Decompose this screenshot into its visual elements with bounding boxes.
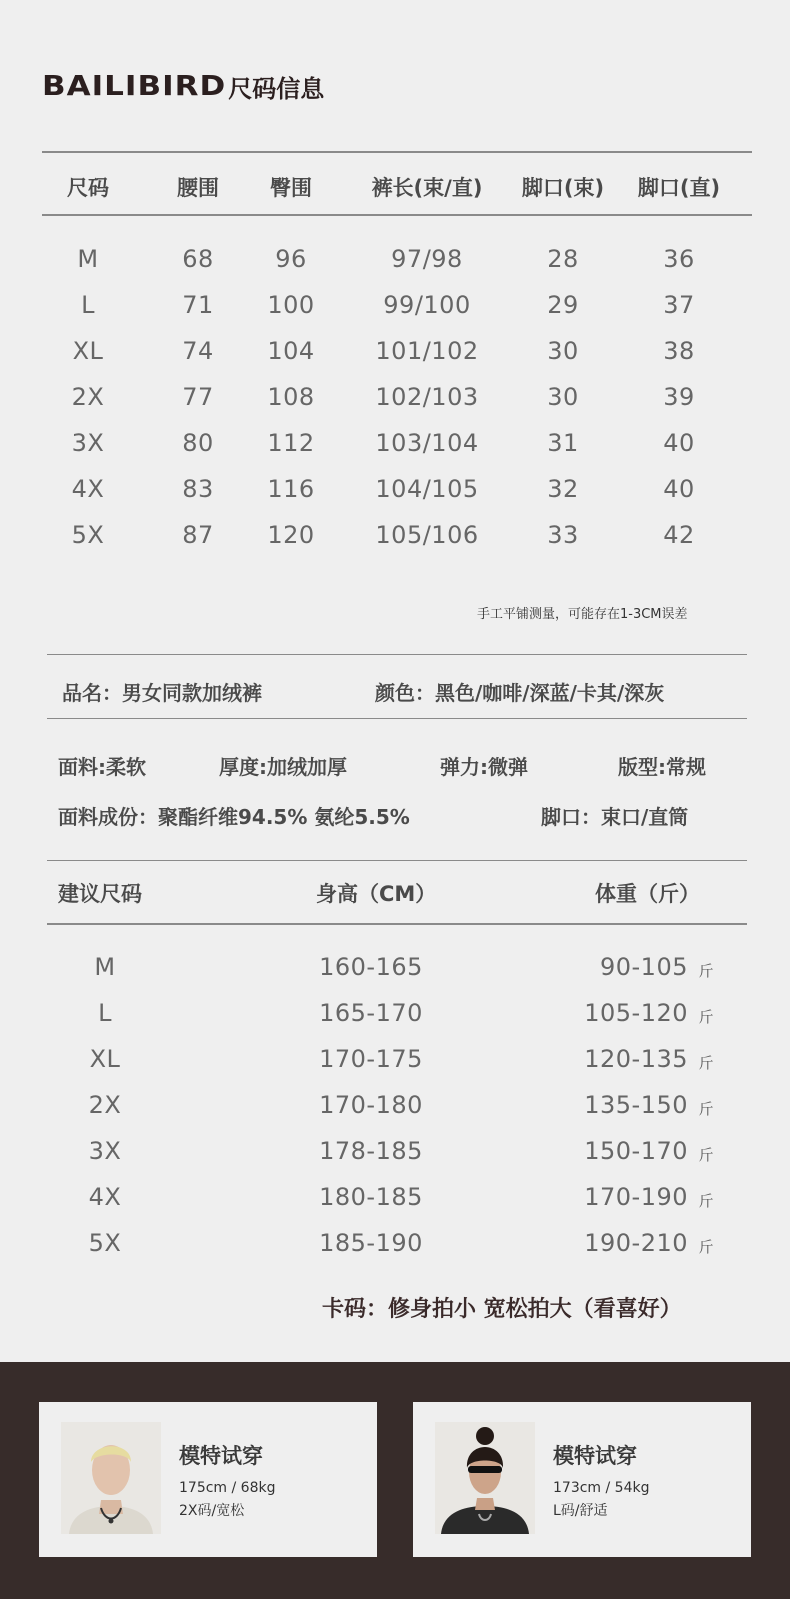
size-row [42, 521, 752, 551]
recommend-size: 5X [88, 1229, 122, 1257]
size-cell: 112 [267, 429, 315, 457]
size-cell: 101/102 [375, 337, 479, 365]
size-cell: 38 [663, 337, 695, 365]
measurement-note: 手工平铺测量，可能存在1-3CM误差 [477, 607, 688, 622]
recommend-row [0, 1045, 790, 1075]
recommend-height: 170-175 [319, 1045, 423, 1073]
recommend-size: XL [89, 1045, 121, 1073]
model-card-title: 模特试穿 [179, 1444, 263, 1468]
size-cell: 116 [267, 475, 315, 503]
size-cell: 36 [663, 245, 695, 273]
recommend-weight: 135-150 [584, 1091, 688, 1119]
size-cell: 2X [71, 383, 105, 411]
size-cell: 97/98 [391, 245, 463, 273]
cuff-type: 脚口：束口/直筒 [541, 805, 689, 829]
size-cell: 32 [547, 475, 579, 503]
divider [47, 654, 747, 655]
size-cell: 4X [71, 475, 105, 503]
model-card [413, 1402, 751, 1557]
size-cell: 83 [182, 475, 214, 503]
recommend-row [0, 953, 790, 983]
size-cell: 31 [547, 429, 579, 457]
weight-unit: 斤 [698, 1192, 714, 1210]
thickness: 厚度:加绒加厚 [219, 755, 347, 779]
size-cell: 40 [663, 429, 695, 457]
column-header: 身高（CM） [316, 882, 437, 906]
size-cell: 120 [267, 521, 315, 549]
size-tip: 卡码：修身拍小 宽松拍大（看喜好） [322, 1297, 682, 1322]
divider [47, 923, 747, 925]
size-table-header [42, 172, 752, 202]
model-photo-female [435, 1422, 535, 1534]
size-cell: M [77, 245, 99, 273]
page-header [42, 66, 324, 106]
recommend-height: 180-185 [319, 1183, 423, 1211]
product-name: 品名：男女同款加绒裤 [62, 681, 262, 705]
recommend-row [0, 1137, 790, 1167]
size-cell: 28 [547, 245, 579, 273]
model-size: 2X码/宽松 [179, 1503, 245, 1519]
size-cell: 100 [267, 291, 315, 319]
size-cell: 74 [182, 337, 214, 365]
divider [47, 718, 747, 719]
weight-unit: 斤 [698, 1100, 714, 1118]
size-cell: 87 [182, 521, 214, 549]
size-cell: 30 [547, 337, 579, 365]
size-cell: 103/104 [375, 429, 479, 457]
size-cell: 33 [547, 521, 579, 549]
recommend-size: M [94, 953, 116, 981]
column-header: 体重（斤） [595, 882, 700, 906]
recommend-height: 185-190 [319, 1229, 423, 1257]
recommend-row [0, 1091, 790, 1121]
recommend-weight: 90-105 [599, 953, 688, 981]
page-title: 尺码信息 [228, 74, 325, 103]
recommend-weight: 150-170 [584, 1137, 688, 1165]
recommend-weight: 170-190 [584, 1183, 688, 1211]
weight-unit: 斤 [698, 1054, 714, 1072]
column-header: 裤长(束/直) [371, 176, 483, 200]
recommend-weight: 120-135 [584, 1045, 688, 1073]
size-cell: 37 [663, 291, 695, 319]
weight-unit: 斤 [698, 962, 714, 980]
fit-type: 版型:常规 [618, 755, 706, 779]
recommend-height: 178-185 [319, 1137, 423, 1165]
model-stats: 173cm / 54kg [553, 1480, 650, 1496]
column-header: 尺码 [67, 176, 109, 200]
recommend-height: 165-170 [319, 999, 423, 1027]
size-row [42, 337, 752, 367]
size-row [42, 291, 752, 321]
recommend-height: 170-180 [319, 1091, 423, 1119]
size-cell: 105/106 [375, 521, 479, 549]
size-cell: 30 [547, 383, 579, 411]
weight-unit: 斤 [698, 1238, 714, 1256]
column-header: 建议尺码 [58, 882, 142, 906]
model-card [39, 1402, 377, 1557]
model-photo-male [61, 1422, 161, 1534]
recommend-row [0, 1229, 790, 1259]
brand-logo: BAILIBIRD [42, 69, 227, 103]
size-cell: 71 [182, 291, 214, 319]
weight-unit: 斤 [698, 1008, 714, 1026]
divider [42, 214, 752, 216]
column-header: 脚口(直) [637, 176, 721, 200]
column-header: 腰围 [177, 176, 219, 200]
recommend-size: 3X [88, 1137, 122, 1165]
model-card-title: 模特试穿 [553, 1444, 637, 1468]
size-cell: 108 [267, 383, 315, 411]
size-cell: 77 [182, 383, 214, 411]
recommend-size: L [98, 999, 112, 1027]
divider [47, 860, 747, 861]
model-size: L码/舒适 [553, 1503, 608, 1519]
fabric-composition: 面料成份：聚酯纤维94.5% 氨纶5.5% [58, 805, 410, 829]
size-cell: 68 [182, 245, 214, 273]
size-cell: 39 [663, 383, 695, 411]
recommend-height: 160-165 [319, 953, 423, 981]
size-cell: L [81, 291, 95, 319]
size-cell: 3X [71, 429, 105, 457]
size-row [42, 429, 752, 459]
fabric-feel: 面料:柔软 [58, 755, 146, 779]
size-cell: 104/105 [375, 475, 479, 503]
size-cell: 5X [71, 521, 105, 549]
size-cell: 102/103 [375, 383, 479, 411]
recommend-row [0, 999, 790, 1029]
recommend-row [0, 1183, 790, 1213]
size-cell: 42 [663, 521, 695, 549]
recommend-size: 4X [88, 1183, 122, 1211]
divider [42, 151, 752, 153]
size-cell: 104 [267, 337, 315, 365]
recommend-size: 2X [88, 1091, 122, 1119]
size-cell: 80 [182, 429, 214, 457]
elasticity: 弹力:微弹 [440, 755, 528, 779]
product-colors: 颜色：黑色/咖啡/深蓝/卡其/深灰 [375, 681, 665, 705]
recommend-weight: 190-210 [584, 1229, 688, 1257]
size-cell: 99/100 [383, 291, 471, 319]
column-header: 臀围 [270, 176, 312, 200]
column-header: 脚口(束) [521, 176, 605, 200]
weight-unit: 斤 [698, 1146, 714, 1164]
size-cell: 29 [547, 291, 579, 319]
size-row [42, 475, 752, 505]
size-cell: 40 [663, 475, 695, 503]
size-cell: XL [72, 337, 104, 365]
recommend-weight: 105-120 [584, 999, 688, 1027]
model-stats: 175cm / 68kg [179, 1480, 276, 1496]
size-cell: 96 [275, 245, 307, 273]
size-row [42, 245, 752, 275]
size-row [42, 383, 752, 413]
